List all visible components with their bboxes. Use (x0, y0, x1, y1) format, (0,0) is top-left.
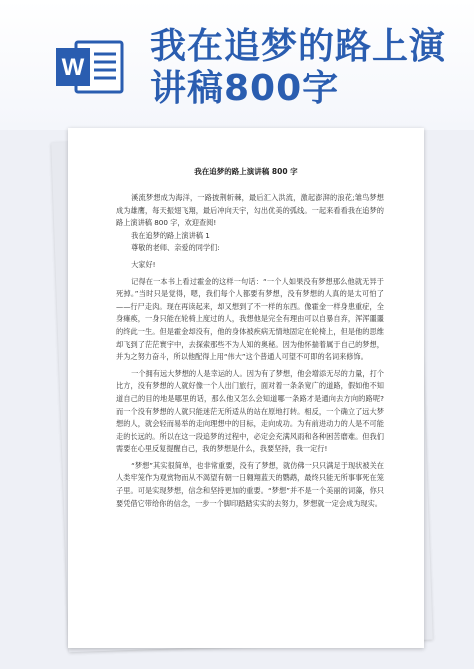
salutation: 尊敬的老师、亲爱的同学们: (131, 243, 220, 253)
body-paragraph: 一个拥有远大梦想的人是幸运的人。因为有了梦想，他会增添无尽的力量，打个比方，没有梦想的人就好像一个人出门旅行，面对着一条条宽广的道路，假如他不知道自己的目的地是哪里的话，那么他又怎么会知道哪一条路才是通向去方向的路呢?而一个没有梦想的人就只能迷茫无所适从的站在原地打转。相反，一个确立了远大梦想的人，就会轻而易举的走向理想中的目标，走向成功。为有前进动力的人是不可能走的长远的。所以在这一段追梦的过程中，必定会充满风雨和各种困苦磨难。但我们需要在心里反复提醒自己，我的梦想是什么，我要坚持，我一定行! (116, 368, 384, 454)
page-title: 我在追梦的路上演讲稿800字 (150, 26, 447, 109)
word-logo-letter: W (61, 54, 85, 81)
body-paragraph: 记得在一本书上看过霍金的这样一句话：“一个人如果没有梦想那么他就无异于死掉。”当时只是觉得，嗯，我们每个人都要有梦想，没有梦想的人真的是太可怕了——行尸走肉。现在再读起来，却又想到了不一样的东西。像霍金一样身患重症，全身瘫痪，一身只能在轮椅上度过的人，我想他是完全有理由可以自暴自弃，浑浑噩噩的终此一生。但是霍金却没有，他的身体被疾病无情地固定在轮椅上，但是他的思维却飞到了茫茫寰宇中，去探索那些不为人知的奥秘。因为他怀揣着属于自己的梦想，并为之努力奋斗，所以他配得上用“伟大”这个普通人可望不可即的名词来修饰。 (116, 276, 384, 362)
greeting: 大家好! (131, 259, 156, 269)
word-document-icon (54, 38, 126, 96)
body-paragraph: “梦想”其实很简单，也非常重要，没有了梦想，就仿佛一只只满足于现状被关在人类牢笼作为观赏物而从不渴望有朝一日翱翔蓝天的鹦鹉，最终只能无所事事死在笼子里。可是实现梦想，信念和坚持更加的重要。“梦想”并不是一个美丽的词藻，你只要凭借它带给你的信念，一步一个脚印踏踏实实的去努力，梦想就一定会成为现实。 (116, 460, 384, 508)
document-body (116, 192, 384, 510)
intro-paragraph: 溪流梦想成为海洋，一路披荆斩棘，最后汇入洪流，激起澎湃的浪花;雏鸟梦想成为雄鹰，每天振翅飞翔，最后冲向天宇，勾出优美的弧线。一起来看看我在追梦的路上演讲稿 800 字，欢迎查阅! (116, 193, 384, 228)
document-title: 我在追梦的路上演讲稿 800 字 (194, 167, 298, 176)
document-page (68, 128, 424, 648)
section-heading: 我在追梦的路上演讲稿 1 (131, 230, 210, 240)
